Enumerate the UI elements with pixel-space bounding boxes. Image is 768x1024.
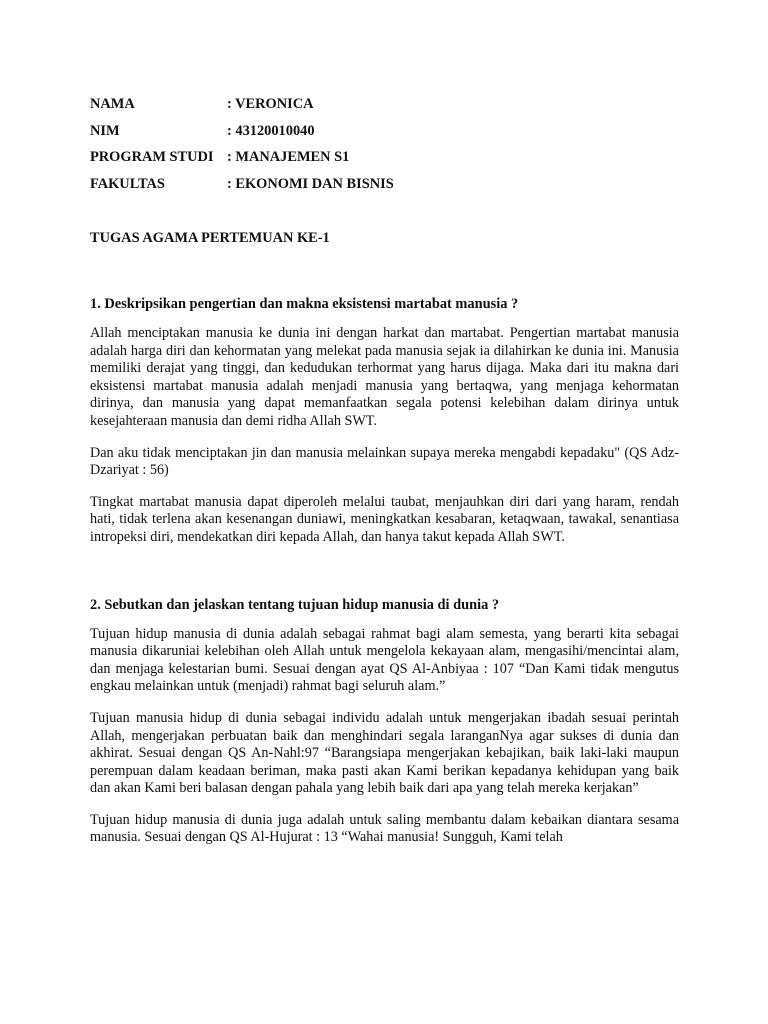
answer-paragraph: Tujuan hidup manusia di dunia adalah sebagai rahmat bagi alam semesta, yang berarti kita sebagai manusia dikaruniai kelebihan oleh Allah untuk mengelola kekayaan alam, mengasihi/mencintai alam, dan menjaga kelestarian bumi. Sesuai dengan ayat QS Al-Anbiyaa : 107 “Dan Kami tidak mengutus engkau melainkan untuk (menjadi) rahmat bagi seluruh alam.”: [90, 625, 679, 695]
question-1-title: 1. Deskripsikan pengertian dan makna eksistensi martabat manusia ?: [90, 296, 519, 312]
answer-paragraph: Dan aku tidak menciptakan jin dan manusia melainkan supaya mereka mengabdi kepadaku" (QS Adz-Dzariyat : 56): [90, 444, 679, 479]
info-row-nim: [90, 118, 679, 145]
info-value: : EKONOMI DAN BISNIS: [227, 175, 394, 192]
answer-paragraph: Allah menciptakan manusia ke dunia ini dengan harkat dan martabat. Pengertian martabat manusia adalah harga diri dan kehormatan yang melekat pada manusia sejak ia dilahirkan ke dunia ini. Manusia memiliki derajat yang tinggi, dan kedudukan terhormat yang harus dijaga. Maka dari itu makna dari eksistensi martabat manusia adalah menjadi manusia yang bertaqwa, yang menjaga kehormatan dirinya, dan manusia yang dapat memanfaatkan segala potensi kelebihan dalam dirinya untuk kesejahteraan manusia dan demi ridha Allah SWT.: [90, 325, 679, 429]
question-2-title: 2. Sebutkan dan jelaskan tentang tujuan hidup manusia di dunia ?: [90, 596, 500, 613]
info-row-nama: [90, 91, 679, 118]
info-row-program-studi: [90, 144, 679, 171]
info-value: : MANAJEMEN S1: [227, 149, 350, 165]
document-body: [90, 91, 679, 847]
info-label: FAKULTAS: [90, 175, 165, 192]
info-label: NAMA: [90, 96, 135, 112]
assignment-title: TUGAS AGAMA PERTEMUAN KE-1: [90, 230, 330, 246]
info-row-fakultas: [90, 171, 679, 198]
info-value: : 43120010040: [227, 122, 315, 139]
info-label: NIM: [90, 122, 120, 139]
answer-paragraph: Tingkat martabat manusia dapat diperoleh melalui taubat, menjauhkan diri dari yang haram, rendah hati, tidak terlena akan kesenangan duniawi, meningkatkan kesabaran, ketaqwaan, tawakal, senantiasa intropeksi diri, mendekatkan diri kepada Allah, dan hanya takut kepada Allah SWT.: [90, 493, 679, 545]
answer-paragraph: Tujuan manusia hidup di dunia sebagai individu adalah untuk mengerjakan ibadah sesuai perintah Allah, mengerjakan perbuatan baik dan menghindari segala laranganNya agar sukses di dunia dan akhirat. Sesuai dengan QS An-Nahl:97 “Barangsiapa mengerjakan kebajikan, baik laki-laki maupun perempuan dalam keadaan beriman, maka pasti akan Kami berikan kepadanya kehidupan yang baik dan akan Kami beri balasan dengan pahala yang lebih baik dari apa yang telah mereka kerjakan”: [90, 709, 679, 797]
answer-paragraph: Tujuan hidup manusia di dunia juga adalah untuk saling membantu dalam kebaikan diantara sesama manusia. Sesuai dengan QS Al-Hujurat : 13 “Wahai manusia! Sungguh, Kami telah: [90, 811, 679, 846]
info-label: PROGRAM STUDI: [90, 149, 214, 165]
student-info: [90, 91, 679, 197]
info-value: : VERONICA: [227, 96, 314, 112]
